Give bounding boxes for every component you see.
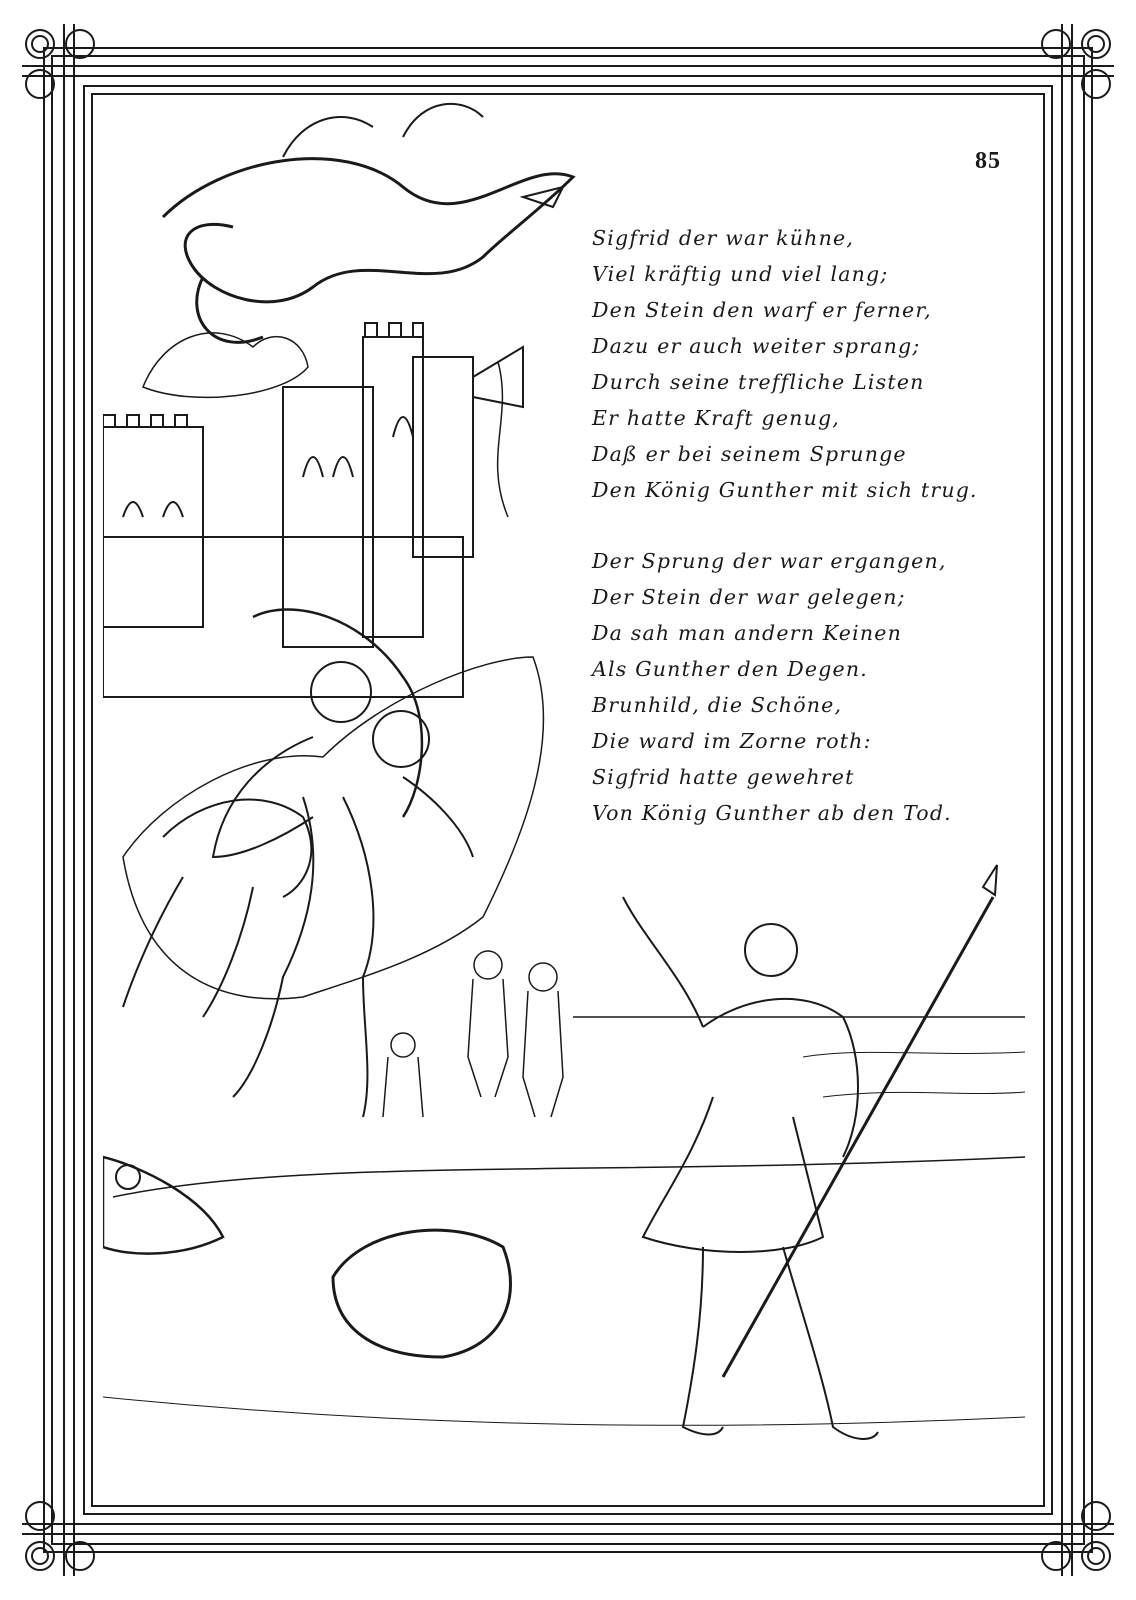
verse-line: Viel kräftig und viel lang; [592, 262, 889, 286]
verse-line: Der Stein der war gelegen; [592, 585, 906, 609]
castle-icon [103, 323, 523, 697]
sigfrid-figure [213, 610, 473, 1118]
poem-stanza-1 [592, 220, 978, 508]
verse-line: Da sah man andern Keinen [592, 621, 903, 645]
verse-line: Von König Gunther ab den Tod. [592, 801, 952, 825]
verse-line: Den König Gunther mit sich trug. [592, 478, 978, 502]
verse-line: Der Sprung der war ergangen, [592, 549, 947, 573]
poem-stanza-2 [592, 543, 952, 831]
verse-line: Brunhild, die Schöne, [592, 693, 843, 717]
page-number: 85 [975, 148, 1001, 174]
verse-line: Die ward im Zorne roth: [592, 729, 872, 753]
bystanders [383, 951, 563, 1117]
verse-line: Durch seine treffliche Listen [592, 370, 925, 394]
stone-icon [333, 1230, 511, 1357]
dragon-icon [163, 104, 573, 342]
verse-line: Den Stein den warf er ferner, [592, 298, 932, 322]
verse-line: Daß er bei seinem Sprunge [592, 442, 907, 466]
verse-line: Als Gunther den Degen. [592, 657, 868, 681]
verse-line: Sigfrid hatte gewehret [592, 765, 855, 789]
verse-line: Er hatte Kraft genug, [592, 406, 841, 430]
verse-line: Sigfrid der war kühne, [592, 226, 855, 250]
verse-line: Dazu er auch weiter sprang; [592, 334, 921, 358]
spear-icon [723, 897, 993, 1377]
brunhild-figure [623, 865, 997, 1439]
shield-icon [103, 1157, 223, 1254]
